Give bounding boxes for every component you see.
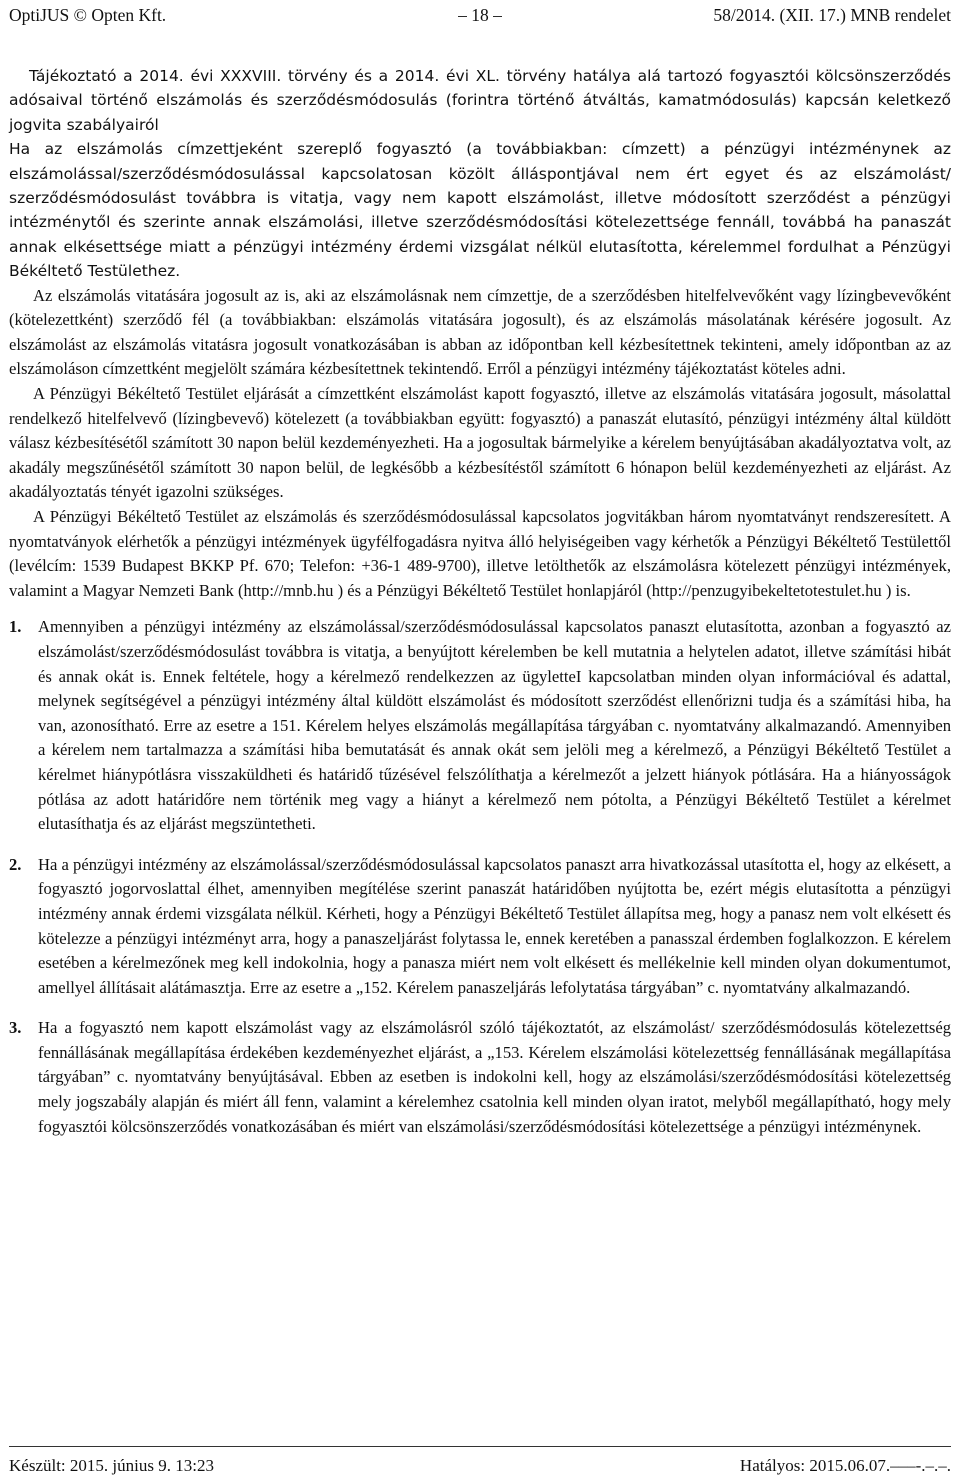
list-item-number: 1. bbox=[9, 617, 22, 637]
effective-date: Hatályos: 2015.06.07.–––-.–.–. bbox=[739, 1456, 951, 1475]
paragraph-2: Az elszámolás vitatására jogosult az is, aki az elszámolásnak nem címzettje, de a szerződésben hitelfelvevőként vagy lízingbevevőként (kötelezettként) szerződő fél (a továbbiakban: elszámolás vitatására jogosult), és az elszámolás másolatának kérésére jogosult. Az elszámolást az elszámolás vitatásra jogosult vonatkozásában is abban az időpontban kell kézbesítettnek tekinteni, amely időpontban az az elszámoláson címzettként megjelölt számára kézbesítettnek tekintendő. Erről a pénzügyi intézmény tájékoztatást köteles adni. bbox=[9, 285, 951, 379]
document-title bbox=[9, 64, 951, 137]
page-footer bbox=[9, 1446, 951, 1481]
list-item-2 bbox=[9, 853, 951, 1001]
numbered-list bbox=[9, 615, 951, 1139]
page-number: – 18 – bbox=[458, 5, 502, 25]
regulation-label: 58/2014. (XII. 17.) MNB rendelet bbox=[713, 5, 951, 25]
paragraph-1: Ha az elszámolás címzettjeként szereplő fogyasztó (a továbbiakban: címzett) a pénzügyi intézménynek az elszámolással/szerződésmódosulással kapcsolatosan közölt álláspontjával nem ért egyet és az elszámolást/ szerződésmódosulást továbbra is vitatja, vagy nem kapott elszámolást, illetve módosított szerződést a pénzügyi intézménytől és szerinte annak elszámolási, illetve szerződésmódosítási kötelezettsége fennáll, továbbá ha panaszát annak elkésettsége miatt a pénzügyi intézmény érdemi vizsgálat nélkül elutasította, kérelemmel fordulhat a Pénzügyi Békéltető Testülethez. bbox=[9, 140, 951, 281]
paragraph-3: A Pénzügyi Békéltető Testület eljárását a címzettként elszámolást kapott fogyasztó, illetve az elszámolás vitatására jogosult, másolattal rendelkező hitelfelvevő (lízingbevevő) kötelezett (a továbbiakban együtt: fogyasztó) a panaszát elutasító, pénzügyi intézmény által küldött válasz kézbesítésétől számított 30 napon belül kezdeményezheti. Ha a jogosultak bármelyike a kérelem benyújtásában akadályoztatva volt, az akadály megszűnésétől számított 30 napon belül, de legkésőbb a kézbesítéstől számított 6 hónapon belül kezdeményezheti az eljárást. Az akadályoztatás tényét igazolni szükséges. bbox=[9, 384, 951, 502]
document-body bbox=[9, 64, 951, 1155]
publisher-label: OptiJUS © Opten Kft. bbox=[9, 5, 167, 25]
created-date: Készült: 2015. június 9. 13:23 bbox=[9, 1456, 214, 1475]
list-item-text: Ha a pénzügyi intézmény az elszámolással/szerződésmódosulással kapcsolatos panaszt arra hivatkozással utasította el, hogy az elkésett, a fogyasztó jogorvoslattal élhet, amennyiben megítélése szerint panaszát határidőben nyújtotta be, ezért mégis elutasította a pénzügyi intézmény annak érdemi vizsgálata nélkül. Kérheti, hogy a Pénzügyi Békéltető Testület állapítsa meg, hogy a panasz nem volt elkésett és kötelezze a pénzügyi intézményt arra, hogy a panaszeljárást folytassa le, ennek keretében a panasszal érdemben foglalkozzon. E kérelem esetében a kérelmezőnek meg kell indokolnia, hogy a panasza miért nem volt elkésett és mellékelnie kell minden olyan dokumentumot, amellyel állításait alátámasztja. Erre az esetre a „152. Kérelem panaszeljárás lefolytatása tárgyában” c. nyomtatvány alkalmazandó. bbox=[38, 854, 951, 997]
document-title-text: Tájékoztató a 2014. évi XXXVIII. törvény és a 2014. évi XL. törvény hatálya alá tartozó fogyasztói kölcsönszerződés adósaival történő elszámolás és szerződésmódosulás (forintra történő átváltás, kamatmódosulás) kapcsán keletkező jogvita szabályairól bbox=[9, 67, 951, 134]
list-item-number: 2. bbox=[9, 854, 22, 874]
list-item-1 bbox=[9, 615, 951, 836]
list-item-text: Ha a fogyasztó nem kapott elszámolást vagy az elszámolásról szóló tájékoztatót, az elszámolást/ szerződésmódosulás kötelezettség fennállásának megállapítása érdekében kezdeményezhet eljárást, a „153. Kérelem elszámolási kötelezettség fennállásának megállapítása tárgyában” c. nyomtatvány benyújtásával. Ebben az esetben is indokolni kell, hogy az elszámolási/szerződésmódosítási kötelezettség mely jogszabály alapján és miért áll fenn, valamint a kérelemhez csatolnia kell minden olyan iratot, melyből megállapítható, hogy mely fogyasztói kölcsönszerződés vonatkozásában és miért van elszámolási/szerződésmódosítási kötelezettsége a pénzügyi intézménynek. bbox=[38, 1018, 951, 1136]
list-item-3 bbox=[9, 1016, 951, 1139]
list-item-number: 3. bbox=[9, 1018, 22, 1038]
paragraph-4: A Pénzügyi Békéltető Testület az elszámolás és szerződésmódosulással kapcsolatos jogvitákban három nyomtatványt rendszeresített. A nyomtatványok elérhetők a pénzügyi intézmények ügyfélfogadásra nyitva álló helyiségeiben vagy kérhetők a Pénzügyi Békéltető Testülettől (levélcím: 1539 Budapest BKKP Pf. 670; Telefon: +36-1 489-9700), illetve letölthetők az elszámolásra kötelezett pénzügyi intézmények, valamint a Magyar Nemzeti Bank (http://mnb.hu ) és a Pénzügyi Békéltető Testület honlapjáról (http://penzugyibekeltetotestulet.hu ) is. bbox=[9, 507, 951, 600]
page-header bbox=[9, 4, 951, 28]
list-item-text: Amennyiben a pénzügyi intézmény az elszámolással/szerződésmódosulással kapcsolatos panaszt elutasította, azonban a fogyasztó az elszámolást/szerződésmódosulást továbbra is vitatja, a benyújtott kérelemben be kell mutatnia a helytelen adatot, illetve számítási hibát és annak okát is. Ennek feltétele, hogy a kérelmező rendelkezzen az ügyletteI kapcsolatban minden olyan információval és adattal, melynek segítségével a pénzügyi intézmény által küldött elszámolást és módosított szerződést ellenőrizni tudja és a számítási hiba, ha van, azonosítható. Erre az esetre a 151. Kérelem helyes elszámolás megállapítása tárgyában c. nyomtatvány alkalmazandó. Amennyiben a kérelem nem tartalmazza a számítási hiba bemutatását és annak okát sem jelöli meg a kérelmező, a Pénzügyi Békéltető Testület a kérelmet hiánypótlásra visszaküldheti és határidő tűzésével felszólíthatja a kérelmezőt a jelzett hiányok pótlására. Ha a hiányosságok pótlása az adott határidőre nem történik meg vagy a hiányt a kérelmező nem pótolta, a Pénzügyi Békéltető Testület a kérelmet elutasíthatja és az eljárást megszüntetheti. bbox=[38, 617, 951, 834]
